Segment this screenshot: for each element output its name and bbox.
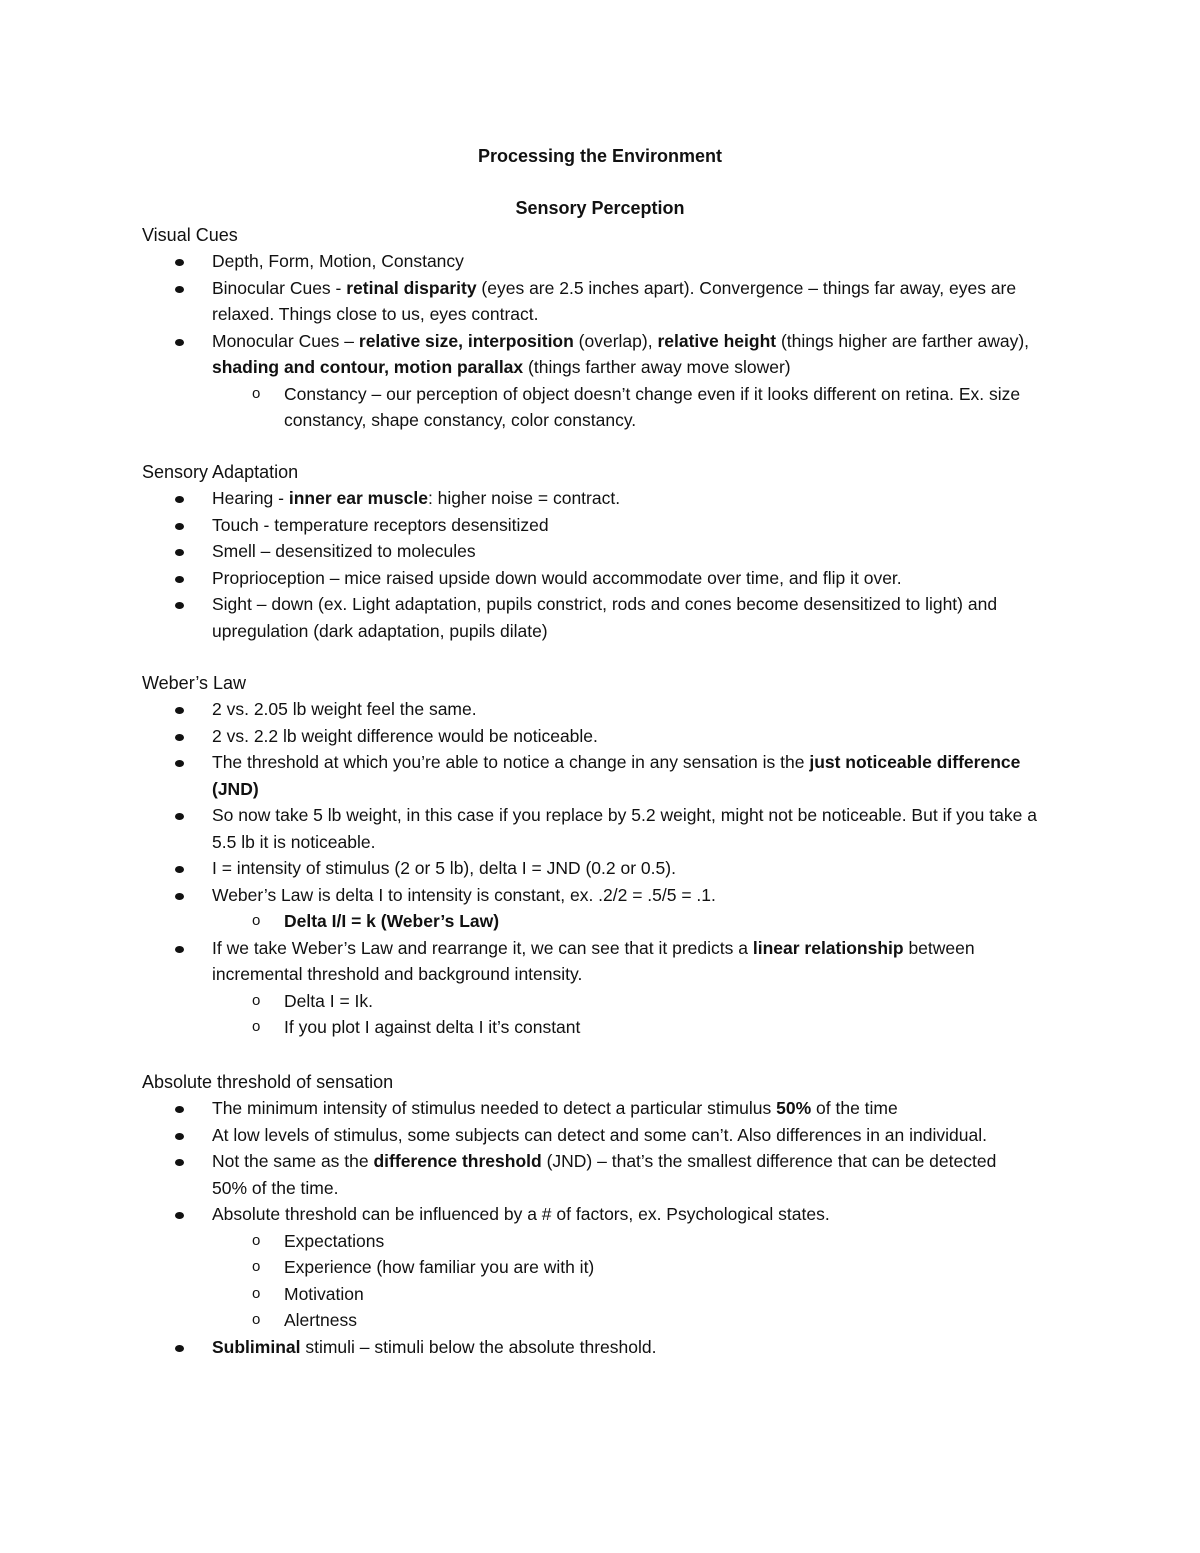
section-webers-law: [142, 670, 1062, 1041]
bullet-icon: [175, 813, 184, 820]
bullet-icon: [175, 734, 184, 741]
sub-list: [212, 908, 1062, 935]
sub-list-item: o Expectations: [212, 1228, 1022, 1255]
bullet-icon: [175, 946, 184, 953]
list-item: 2 vs. 2.05 lb weight feel the same.: [142, 696, 1062, 723]
bullet-list: [142, 248, 1062, 434]
sub-list-item: o Alertness: [212, 1307, 1022, 1334]
bullet-icon: [175, 707, 184, 714]
list-item: Hearing - inner ear muscle: higher noise = contract.: [142, 485, 1062, 512]
list-item: At low levels of stimulus, some subjects can detect and some can’t. Also differences in an individual.: [142, 1122, 1022, 1149]
sub-list-item: o Delta I/I = k (Weber’s Law): [212, 908, 1062, 935]
bullet-icon: [175, 1106, 184, 1113]
bullet-list: [142, 485, 1062, 644]
circle-bullet-icon: o: [252, 1258, 261, 1275]
list-item: Smell – desensitized to molecules: [142, 538, 1062, 565]
bullet-icon: [175, 1159, 184, 1166]
circle-bullet-icon: o: [252, 384, 261, 402]
bullet-icon: [175, 496, 184, 503]
sub-list-item: o Constancy – our perception of object doesn’t change even if it looks different on retina. Ex. size constancy, shape constancy, color constancy.: [212, 381, 1062, 434]
circle-bullet-icon: o: [252, 1284, 261, 1302]
circle-bullet-icon: o: [252, 1231, 261, 1249]
sub-list-item: o Experience (how familiar you are with it): [212, 1254, 1022, 1281]
section-heading: Weber’s Law: [142, 673, 247, 693]
page-title: Processing the Environment: [477, 146, 723, 166]
bullet-icon: [175, 286, 184, 293]
bullet-icon: [175, 760, 184, 767]
bullet-icon: [175, 1345, 184, 1352]
list-item: Subliminal stimuli – stimuli below the absolute threshold.: [142, 1334, 1022, 1361]
bullet-icon: [175, 893, 184, 900]
section-absolute-threshold: [142, 1069, 1022, 1360]
sub-list-item: o If you plot I against delta I it’s constant: [212, 1014, 1062, 1041]
list-item: The minimum intensity of stimulus needed to detect a particular stimulus 50% of the time: [142, 1095, 1022, 1122]
bullet-icon: [175, 339, 184, 346]
list-item: So now take 5 lb weight, in this case if you replace by 5.2 weight, might not be noticeable. But if you take a 5.5 lb it is noticeable.: [142, 802, 1062, 855]
page-subtitle: Sensory Perception: [515, 198, 685, 218]
list-item: Monocular Cues – relative size, interposition (overlap), relative height (things higher are farther away), shading and contour, motion parallax (things farther away move slower) o Constancy – our perception of object doesn’t change even if it looks different on retina. Ex. size constancy, shape constancy, color constancy.: [142, 328, 1062, 434]
bullet-icon: [175, 259, 184, 266]
section-heading: Visual Cues: [142, 225, 238, 245]
sub-list: [212, 381, 1062, 434]
section-visual-cues: [142, 222, 1062, 434]
bullet-list: [142, 1095, 1022, 1360]
bullet-icon: [175, 1133, 184, 1140]
circle-bullet-icon: o: [252, 1018, 261, 1035]
sub-list-item: o Delta I = Ik.: [212, 988, 1062, 1015]
bullet-icon: [175, 549, 184, 556]
list-item: Sight – down (ex. Light adaptation, pupils constrict, rods and cones become desensitized to light) and upregulation (dark adaptation, pupils dilate): [142, 591, 1062, 644]
bullet-icon: [175, 523, 184, 530]
section-heading: Absolute threshold of sensation: [142, 1072, 394, 1092]
circle-bullet-icon: o: [252, 991, 261, 1009]
bullet-icon: [175, 866, 184, 873]
list-item: 2 vs. 2.2 lb weight difference would be noticeable.: [142, 723, 1062, 750]
list-item: I = intensity of stimulus (2 or 5 lb), delta I = JND (0.2 or 0.5).: [142, 855, 1062, 882]
circle-bullet-icon: o: [252, 912, 261, 929]
list-item: Proprioception – mice raised upside down would accommodate over time, and flip it over.: [142, 565, 1062, 592]
list-item: Absolute threshold can be influenced by a # of factors, ex. Psychological states. o Expectations o Experience (how familiar you are with it) o Motivation o Alertness: [142, 1201, 1022, 1334]
sub-list-item: o Motivation: [212, 1281, 1022, 1308]
list-item: Depth, Form, Motion, Constancy: [142, 248, 1062, 275]
bullet-list: [142, 696, 1062, 1041]
list-item: Not the same as the difference threshold (JND) – that’s the smallest difference that can be detected 50% of the time.: [142, 1148, 1022, 1201]
list-item: Weber’s Law is delta I to intensity is constant, ex. .2/2 = .5/5 = .1. o Delta I/I = k (Weber’s Law): [142, 882, 1062, 935]
section-sensory-adaptation: [142, 459, 1062, 644]
list-item: Touch - temperature receptors desensitized: [142, 512, 1062, 539]
sub-list: [212, 988, 1062, 1041]
bullet-icon: [175, 1212, 184, 1219]
sub-list: [212, 1228, 1022, 1334]
list-item: If we take Weber’s Law and rearrange it, we can see that it predicts a linear relationship between incremental threshold and background intensity. o Delta I = Ik. o If you plot I against delta I it’s constant: [142, 935, 1062, 1041]
bullet-icon: [175, 602, 184, 609]
section-heading: Sensory Adaptation: [142, 462, 299, 482]
circle-bullet-icon: o: [252, 1311, 261, 1328]
list-item: The threshold at which you’re able to notice a change in any sensation is the just noticeable difference (JND): [142, 749, 1062, 802]
list-item: Binocular Cues - retinal disparity (eyes are 2.5 inches apart). Convergence – things far away, eyes are relaxed. Things close to us, eyes contract.: [142, 275, 1062, 328]
bullet-icon: [175, 576, 184, 583]
